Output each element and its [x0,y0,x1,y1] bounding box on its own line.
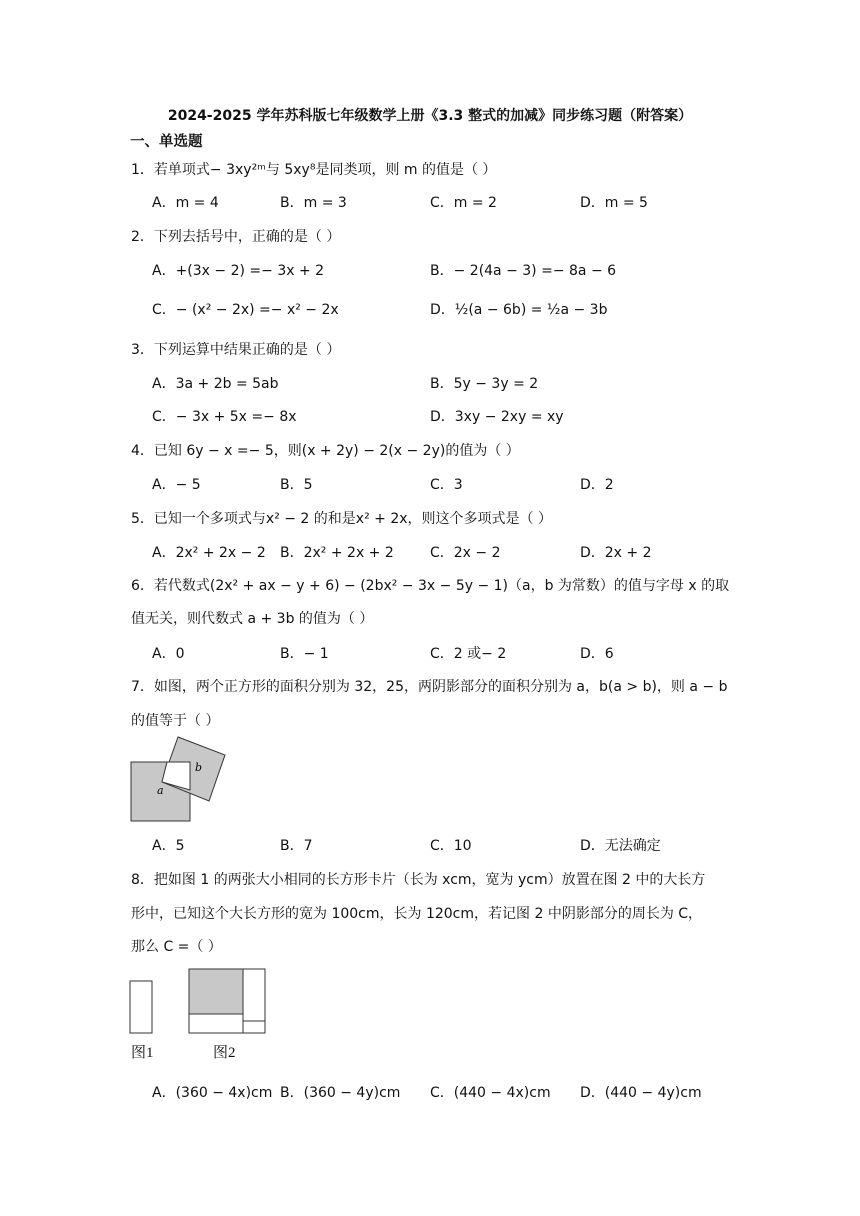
document-title: 2024-2025 学年苏科版七年级数学上册《3.3 整式的加减》同步练习题（附答案） [167,108,693,124]
q3-option-d[interactable]: D．3xy − 2xy = xy [430,409,564,425]
q6-option-c[interactable]: C．2 或− 2 [430,646,507,662]
q8-option-d[interactable]: D．(440 − 4y)cm [580,1085,702,1101]
q7-option-a[interactable]: A．5 [152,838,185,854]
q7-option-b[interactable]: B．7 [280,838,313,854]
section-heading: 一、单选题 [130,134,203,150]
question-5-stem: 5．已知一个多项式与x² − 2 的和是x² + 2x，则这个多项式是（ ） [131,511,552,527]
two-squares-figure [128,734,232,826]
figure-2-label: 图2 [213,1045,236,1061]
q5-option-a[interactable]: A．2x² + 2x − 2 [152,545,266,561]
q3-option-a[interactable]: A．3a + 2b = 5ab [152,376,279,392]
question-1-stem: 1．若单项式− 3xy²ᵐ与 5xy⁸是同类项，则 m 的值是（ ） [131,162,497,178]
q7-option-c[interactable]: C．10 [430,838,472,854]
shade-label-b: b [195,761,203,774]
q5-option-d[interactable]: D．2x + 2 [580,545,652,561]
q5-option-b[interactable]: B．2x² + 2x + 2 [280,545,394,561]
q8-option-b[interactable]: B．(360 − 4y)cm [280,1085,401,1101]
q2-option-d[interactable]: D．½(a − 6b) = ½a − 3b [430,302,608,318]
question-3-stem: 3．下列运算中结果正确的是（ ） [131,342,341,358]
question-8-stem-cont: 形中，已知这个大长方形的宽为 100cm，长为 120cm，若记图 2 中阴影部分的周长为 C， [131,906,703,922]
q2-option-a[interactable]: A．+(3x − 2) =− 3x + 2 [152,263,325,279]
question-2-stem: 2．下列去括号中，正确的是（ ） [131,229,341,245]
q1-option-b[interactable]: B．m = 3 [280,195,347,211]
q6-option-a[interactable]: A．0 [152,646,185,662]
q5-option-c[interactable]: C．2x − 2 [430,545,501,561]
q1-option-d[interactable]: D．m = 5 [580,195,648,211]
q6-option-d[interactable]: D．6 [580,646,614,662]
q4-option-c[interactable]: C．3 [430,477,463,493]
q8-option-c[interactable]: C．(440 − 4x)cm [430,1085,551,1101]
q3-option-c[interactable]: C．− 3x + 5x =− 8x [152,409,297,425]
q2-option-c[interactable]: C．− (x² − 2x) =− x² − 2x [152,302,339,318]
question-6-stem: 6．若代数式(2x² + ax − y + 6) − (2bx² − 3x − 5y − 1)（a，b 为常数）的值与字母 x 的取 [131,578,730,594]
q4-option-a[interactable]: A．− 5 [152,477,201,493]
question-4-stem: 4．已知 6y − x =− 5，则(x + 2y) − 2(x − 2y)的值为（ ） [131,443,520,459]
q1-option-a[interactable]: A．m = 4 [152,195,219,211]
shade-label-a: a [157,784,164,797]
q1-option-c[interactable]: C．m = 2 [430,195,497,211]
question-8-stem-cont-2: 那么 C =（ ） [131,939,222,955]
q8-option-a[interactable]: A．(360 − 4x)cm [152,1085,273,1101]
question-8-stem: 8．把如图 1 的两张大小相同的长方形卡片（长为 xcm，宽为 ycm）放置在图 2 中的大长方 [131,872,706,888]
q7-option-d[interactable]: D．无法确定 [580,838,661,854]
q2-option-b[interactable]: B．− 2(4a − 3) =− 8a − 6 [430,263,617,279]
question-7-stem-cont: 的值等于（ ） [131,713,220,729]
q6-option-b[interactable]: B．− 1 [280,646,329,662]
q4-option-b[interactable]: B．5 [280,477,313,493]
q3-option-b[interactable]: B．5y − 3y = 2 [430,376,539,392]
figure-1-label: 图1 [131,1045,154,1061]
q4-option-d[interactable]: D．2 [580,477,614,493]
question-7-stem: 7．如图，两个正方形的面积分别为 32，25，两阴影部分的面积分别为 a，b(a > b)，则 a − b [131,679,728,695]
card-figure-1 [128,966,270,1036]
question-6-stem-cont: 值无关，则代数式 a + 3b 的值为（ ） [131,611,374,627]
